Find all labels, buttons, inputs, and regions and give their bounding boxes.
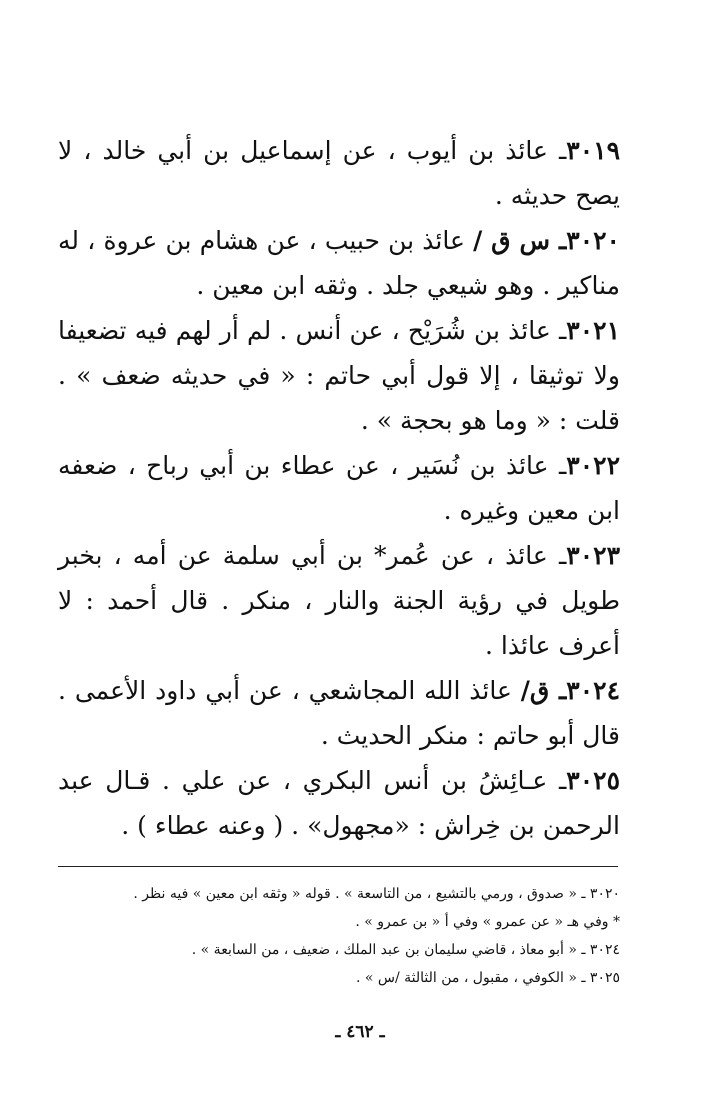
entry-3021 bbox=[58, 308, 620, 443]
page-number: ـ ٤٦٢ ـ bbox=[335, 1022, 385, 1042]
entry-number: ٣٠٢٤ bbox=[566, 676, 620, 705]
entry-number: ٣٠١٩ bbox=[566, 136, 620, 165]
footnotes bbox=[58, 880, 620, 992]
entry-number: ٣٠٢٢ bbox=[566, 451, 620, 480]
entry-number: ٣٠٢٠ bbox=[566, 226, 620, 255]
entry-code: ـ ق/ bbox=[520, 676, 567, 705]
entry-3019 bbox=[58, 128, 620, 218]
entry-3020 bbox=[58, 218, 620, 308]
main-text bbox=[58, 128, 620, 848]
entry-text: ـ عـائِشُ بن أنس البكري ، عن علي . قـال عبد الرحمن بن خِراش : «مجهول» . ( وعنه عطاء ) . bbox=[58, 766, 620, 840]
entry-text: ـ عائذ بن أيوب ، عن إسماعيل بن أبي خالد ، لا يصح حديثه . bbox=[58, 136, 620, 210]
footnote-3025: ٣٠٢٥ ـ « الكوفي ، مقبول ، من الثالثة /س » . bbox=[355, 970, 620, 986]
entry-3024 bbox=[58, 668, 620, 758]
entry-number: ٣٠٢١ bbox=[566, 316, 620, 345]
entry-text: ـ عائذ بن شُرَيْح ، عن أنس . لم أر لهم فيه تضعيفا ولا توثيقا ، إلا قول أبي حاتم : « في حديثه ضعف » . قلت : « وما هو بحجة » . bbox=[58, 316, 620, 435]
entry-text: عائذ بن حبيب ، عن هشام بن عروة ، له مناكير . وهو شيعي جلد . وثقه ابن معين . bbox=[58, 226, 620, 300]
entry-number: ٣٠٢٣ bbox=[566, 541, 620, 570]
footnote-3020: ٣٠٢٠ ـ « صدوق ، ورمي بالتشيع ، من التاسعة » . قوله « وثقه ابن معين » فيه نظر . bbox=[133, 886, 620, 902]
entry-3022 bbox=[58, 443, 620, 533]
footnote-3024: ٣٠٢٤ ـ « أبو معاذ ، قاضي سليمان بن عبد الملك ، ضعيف ، من السابعة » . bbox=[191, 942, 620, 958]
entry-text: عائذ الله المجاشعي ، عن أبي داود الأعمى . قال أبو حاتم : منكر الحديث . bbox=[58, 676, 620, 750]
entry-3025 bbox=[58, 758, 620, 848]
footnote-divider bbox=[58, 866, 618, 867]
entry-number: ٣٠٢٥ bbox=[566, 766, 620, 795]
footnote-variant: * وفي هـ « عن عمرو » وفي أ « بن عمرو » . bbox=[355, 914, 620, 930]
entry-text: ـ عائذ ، عن عُمر* بن أبي سلمة عن أمه ، بخبر طويل في رؤية الجنة والنار ، منكر . قال أحمد : لا أعرف عائذا . bbox=[58, 541, 620, 660]
entry-code: ـ س ق / bbox=[473, 226, 567, 255]
entry-3023 bbox=[58, 533, 620, 668]
entry-text: ـ عائذ بن نُسَير ، عن عطاء بن أبي رباح ، ضعفه ابن معين وغيره . bbox=[58, 451, 620, 525]
